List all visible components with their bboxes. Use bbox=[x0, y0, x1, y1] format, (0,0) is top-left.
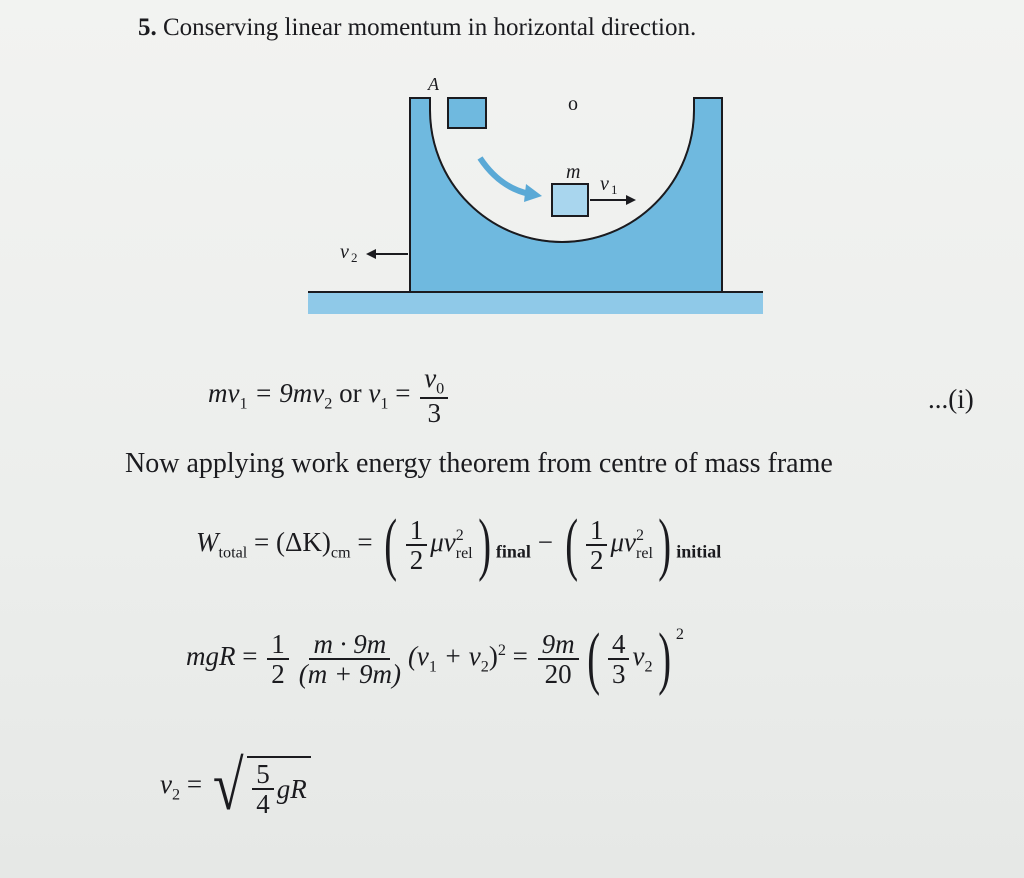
eq2-paren-open-2: ( bbox=[564, 506, 578, 583]
eq4-equals: = bbox=[180, 769, 209, 800]
eq1-frac-den: 3 bbox=[427, 398, 441, 429]
eq3-frac-9m bbox=[538, 630, 579, 689]
eq3-paren: (v bbox=[407, 641, 429, 672]
eq2-half-1-den: 2 bbox=[409, 545, 424, 575]
eq2-half-2-num: 1 bbox=[586, 516, 608, 546]
label-a: A bbox=[428, 74, 439, 94]
sqrt-symbol bbox=[209, 748, 311, 825]
eq3-43-num: 4 bbox=[608, 630, 630, 660]
heading-text: Conserving linear momentum in horizontal direction. bbox=[163, 14, 697, 41]
eq2-equals: = bbox=[350, 527, 380, 558]
eq3-v: v bbox=[632, 641, 645, 672]
eq2-half-2-den: 2 bbox=[589, 545, 604, 575]
eq3-sq: 2 bbox=[497, 641, 506, 660]
eq3-frac-mass bbox=[295, 630, 405, 689]
eq4-lhs-sub: 2 bbox=[171, 785, 181, 804]
eq2-half-1-num: 1 bbox=[406, 516, 428, 546]
eq1-rhs-sub: 2 bbox=[324, 394, 333, 413]
eq2-muv-1: μv bbox=[430, 527, 456, 558]
eq2-dk: = (ΔK) bbox=[247, 527, 331, 558]
label-v1-sub: 1 bbox=[611, 182, 618, 197]
eq1-lhs-sub: 1 bbox=[239, 394, 248, 413]
eq2-minus: − bbox=[530, 527, 560, 558]
eq3-9m-num: 9m bbox=[538, 630, 579, 660]
label-v1: v bbox=[600, 173, 609, 195]
bowl-figure bbox=[300, 70, 770, 330]
eq3-plus: + v bbox=[437, 641, 481, 672]
eq3-9m-den: 20 bbox=[544, 659, 572, 689]
motion-arrow bbox=[480, 158, 530, 194]
eq3-mass-num: m · 9m bbox=[309, 630, 390, 660]
eq3-paren-sub2: 2 bbox=[480, 657, 489, 676]
eq3-half-num: 1 bbox=[267, 630, 289, 660]
body-text: Now applying work energy theorem from centre of mass frame bbox=[125, 448, 833, 479]
eq2-w: W bbox=[196, 527, 219, 558]
label-v2-sub: 2 bbox=[351, 250, 358, 265]
eq2-final: final bbox=[495, 541, 531, 562]
eq1-lhs: mv bbox=[208, 378, 240, 409]
eq3-mass-den: (m + 9m) bbox=[298, 659, 401, 689]
label-o: o bbox=[568, 93, 578, 115]
eq3-half-den: 2 bbox=[271, 659, 285, 689]
eq1-or: or bbox=[332, 378, 369, 409]
eq1-frac-num-sub: 0 bbox=[436, 379, 445, 398]
block-a bbox=[448, 98, 486, 128]
eq2-paren-close-1: ) bbox=[477, 506, 491, 583]
eq4-fraction bbox=[252, 760, 274, 819]
eq4-num: 5 bbox=[252, 760, 274, 790]
equation-result bbox=[160, 748, 311, 825]
eq1-v1: v bbox=[368, 378, 381, 409]
eq1-frac-num: v bbox=[424, 363, 437, 393]
eq3-lhs: mgR bbox=[186, 641, 236, 672]
radicand bbox=[247, 756, 311, 819]
eq3-paren-open: ( bbox=[586, 620, 600, 697]
eq3-equals: = bbox=[235, 641, 265, 672]
eq2-initial: initial bbox=[676, 541, 722, 562]
eq2-sup-1: 2 bbox=[455, 527, 464, 545]
eq3-frac-half bbox=[267, 630, 289, 689]
v1-arrowhead bbox=[626, 195, 636, 205]
eq2-paren-close-2: ) bbox=[658, 506, 671, 583]
eq2-dk-sub: cm bbox=[330, 543, 351, 562]
eq1-equals: = bbox=[388, 378, 418, 409]
eq1-v1-sub: 1 bbox=[380, 394, 389, 413]
eq2-supsub-1 bbox=[456, 527, 473, 562]
section-heading bbox=[138, 14, 696, 42]
block-m bbox=[552, 184, 588, 216]
motion-arrowhead bbox=[524, 184, 542, 202]
eq2-half-2 bbox=[586, 516, 608, 575]
eq2-paren-open-1: ( bbox=[384, 506, 398, 583]
label-v2: v bbox=[340, 241, 349, 263]
heading-number: 5. bbox=[138, 14, 157, 41]
eq1-fraction bbox=[420, 364, 448, 428]
equation-tag: ...(i) bbox=[928, 384, 974, 414]
eq2-sup-2: 2 bbox=[636, 527, 645, 545]
eq3-paren-sub1: 1 bbox=[428, 657, 438, 676]
eq3-frac-four-thirds bbox=[608, 630, 630, 689]
equation-work-energy bbox=[196, 506, 722, 583]
eq2-half-1 bbox=[406, 516, 428, 575]
eq3-paren-close: ) bbox=[657, 620, 671, 697]
eq3-sq2: 2 bbox=[675, 625, 684, 644]
eq3-close: ) bbox=[488, 641, 498, 672]
v2-arrowhead bbox=[366, 249, 376, 259]
eq1-rhs: = 9mv bbox=[247, 378, 325, 409]
eq4-lhs: v bbox=[160, 769, 172, 800]
eq2-muv-2: μv bbox=[610, 527, 637, 558]
equation-mgr bbox=[186, 620, 684, 697]
eq4-gr: gR bbox=[276, 773, 307, 804]
eq3-43-den: 3 bbox=[611, 659, 626, 689]
eq4-den: 4 bbox=[256, 789, 270, 819]
eq2-w-sub: total bbox=[218, 543, 248, 562]
eq3-equals-2: = bbox=[505, 641, 535, 672]
label-m: m bbox=[566, 161, 581, 183]
ground bbox=[308, 292, 763, 314]
eq3-v-sub: 2 bbox=[644, 657, 653, 676]
eq2-rel-2: rel bbox=[636, 545, 653, 562]
equation-momentum bbox=[208, 364, 451, 428]
radical-sign: √ bbox=[212, 748, 244, 825]
eq2-rel-1: rel bbox=[455, 545, 473, 562]
eq2-supsub-2 bbox=[636, 527, 653, 562]
